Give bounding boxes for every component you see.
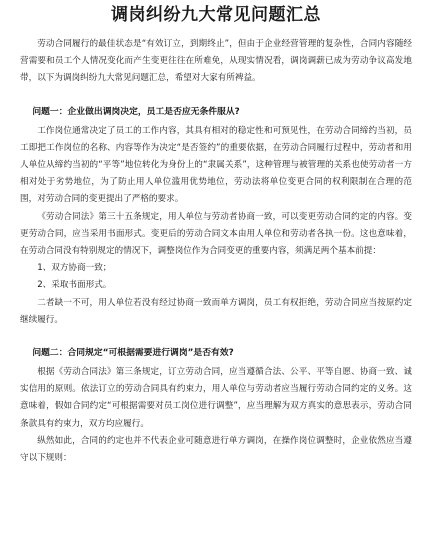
question-one-list-item-2: 2、采取书面形式。 [37, 280, 112, 291]
section-gap [20, 329, 412, 345]
question-one-heading: 问题一：企业做出调岗决定，员工是否应无条件服从? [32, 106, 240, 117]
question-one-closing: 二者缺一不可，用人单位若没有经过协商一致而单方调岗，员工有权拒绝，劳动合同应当按原约定继续履行。 [20, 297, 412, 325]
section-gap [20, 88, 412, 104]
document-title: 调岗纠纷九大常见问题汇总 [111, 5, 321, 25]
question-two-paragraph-2: 纵然如此，合同的约定也并不代表企业可随意进行单方调岗，在操作岗位调整时，企业依然应当遵守以下规则： [20, 435, 412, 464]
question-one-paragraph-1: 工作岗位通常决定了员工的工作内容，其具有相对的稳定性和可预见性，在劳动合同缔约当初，员工即把工作岗位的名称、内容等作为决定“是否签约”的重要依据，在劳动合同履行过程中，劳动者和用人单位从缔约当初的“平等”地位转化为身份上的“隶属关系”，这种管理与被管理的关系也使劳动者一方相对处于劣势地位，为了防止用人单位滥用优势地位，劳动法将单位变更合同的权利限制在合理的范围，对劳动合同的变更提出了严格的要求。 [20, 125, 412, 205]
question-two-paragraph-1: 根据《劳动合同法》第三条规定，订立劳动合同，应当遵循合法、公平、平等自愿、协商一致、诚实信用的原则。依法订立的劳动合同具有约束力，用人单位与劳动者应当履行劳动合同约定的义务。这意味着，假如合同约定“可根据需要对员工岗位进行调整”，应当理解为双方真实的意思表示，劳动合同条款具有约束力，双方均应履行。 [20, 367, 412, 429]
question-one-paragraph-2: 《劳动合同法》第三十五条规定，用人单位与劳动者协商一致，可以变更劳动合同约定的内容。变更劳动合同，应当采用书面形式。变更后的劳动合同文本由用人单位和劳动者各执一份。这也意味着，在劳动合同没有特别规定的情况下，调整岗位作为合同变更的重要内容，须满足两个基本前提： [20, 211, 412, 257]
question-two-heading: 问题二：合同规定“可根据需要进行调岗”是否有效? [32, 348, 234, 359]
question-one-list-item-1: 1、双方协商一致； [37, 263, 112, 274]
intro-paragraph: 劳动合同履行的最佳状态是“有效订立，到期终止”，但由于企业经营管理的复杂性，合同内容随经营需要和员工个人情况变化而产生变更往往在所难免，从现实情况看，调岗调薪已成为劳动争议高发地带，以下为调岗纠纷九大常见问题汇总，希望对大家有所裨益。 [20, 39, 412, 84]
